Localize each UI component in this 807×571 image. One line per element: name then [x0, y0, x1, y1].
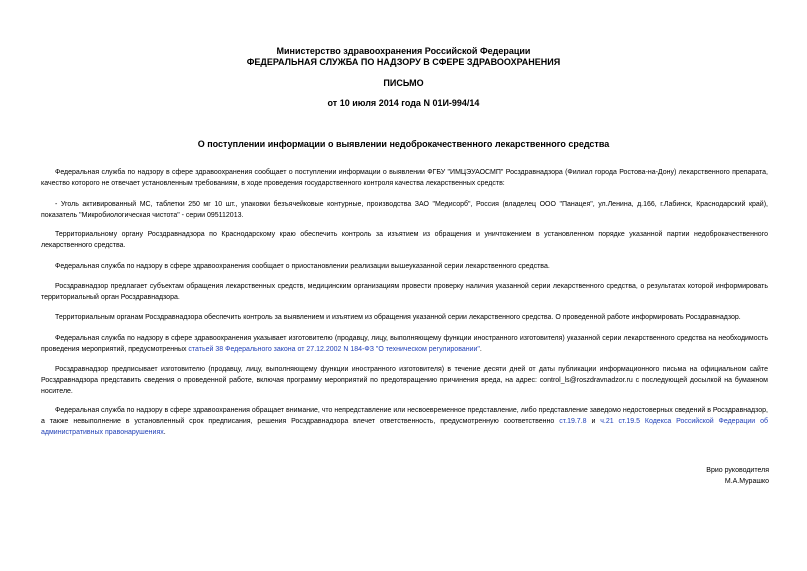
paragraph-2: - Уголь активированный МС, таблетки 250 мг 10 шт., упаковки безъячейковые контурные, производства ЗАО "Медисорб", Россия (владелец ООО "Панацея", ул.Ленина, д.166, г.Лабинск, Краснодарский край), показатель "Микробиологическая чистота" - серии 095112013.: [41, 201, 768, 219]
ministry-title: Министерство здравоохранения Российской Федерации: [276, 46, 531, 56]
paragraph-9-mid: и: [586, 418, 601, 425]
paragraph-3: Территориальному органу Росздравнадзора по Краснодарскому краю обеспечить контроль за изъятием из обращения и уничтожением в установленном порядке указанной партии недоброкачественного лекарственного средства.: [41, 231, 768, 249]
paragraph-7: [41, 333, 768, 355]
paragraph-9: [41, 405, 768, 438]
document-date-number: от 10 июля 2014 года N 01И-994/14: [327, 98, 480, 108]
service-title: ФЕДЕРАЛЬНАЯ СЛУЖБА ПО НАДЗОРУ В СФЕРЕ ЗДРАВООХРАНЕНИЯ: [246, 57, 561, 67]
paragraph-7-text: Федеральная служба по надзору в сфере здравоохранения указывает изготовителю (продавцу, лицу, выполняющему функции иностранного изготовителя) указанной серии лекарственного средства на необходимость проведения мероприятий, предусмотренных: [41, 335, 768, 353]
paragraph-7-end: .: [479, 346, 482, 353]
paragraph-4: Федеральная служба по надзору в сфере здравоохранения сообщает о приостановлении реализации вышеуказанной серии лекарственного средства.: [55, 263, 550, 270]
paragraph-8: Росздравнадзор предписывает изготовителю (продавцу, лицу, выполняющему функции иностранного изготовителя) в течение десяти дней от даты публикации информационного письма на официальном сайте Росздравнадзора представить сведения о проведенной работе, включая программу мероприятий по предотвращению причинения вреда, на адрес: control_ls@roszdravnadzor.ru с последующей досылкой на бумажном носителе.: [41, 366, 768, 395]
koap-article-link[interactable]: ст.19.7.8: [559, 418, 587, 425]
koap-part-link[interactable]: ч.21 ст.19.5 Кодекса Российской Федерации об административных правонарушениях: [41, 418, 768, 436]
paragraph-6: Территориальным органам Росздравнадзора обеспечить контроль за выявлением и изъятием из обращения указанной серии лекарственного средства. О проведенной работе информировать Росздравнадзор.: [55, 314, 741, 321]
paragraph-9-text: Федеральная служба по надзору в сфере здравоохранения обращает внимание, что непредставление или несвоевременное представление, либо представление заведомо недостоверных сведений в Росздравнадзор, а также невыполнение в установленный срок предписания, решения Росздравнадзора влечет ответственность, предусмотренную соответственно: [41, 407, 768, 425]
document-subject: О поступлении информации о выявлении недоброкачественного лекарственного средства: [197, 139, 610, 149]
paragraph-9-end: .: [163, 429, 166, 436]
paragraph-5: Росздравнадзор предлагает субъектам обращения лекарственных средств, медицинским организациям провести проверку наличия указанной серии лекарственного средства, о результатах которой информировать территориальный орган Росздравнадзора.: [41, 283, 768, 301]
paragraph-1: Федеральная служба по надзору в сфере здравоохранения сообщает о поступлении информации о выявлении ФГБУ "ИМЦЭУАОСМП" Росздравнадзора (Филиал города Ростова-на-Дону) лекарственного препарата, качество которого не отвечает установленным требованиям, в ходе проведения государственного контроля качества лекарственных средств:: [41, 169, 768, 187]
document-type: ПИСЬМО: [383, 78, 424, 88]
signature-title: Врио руководителя: [706, 467, 769, 474]
signature-name: М.А.Мурашко: [724, 478, 769, 485]
law-38-link[interactable]: статьей 38 Федерального закона от 27.12.2002 N 184-ФЗ "О техническом регулировании": [188, 346, 480, 353]
